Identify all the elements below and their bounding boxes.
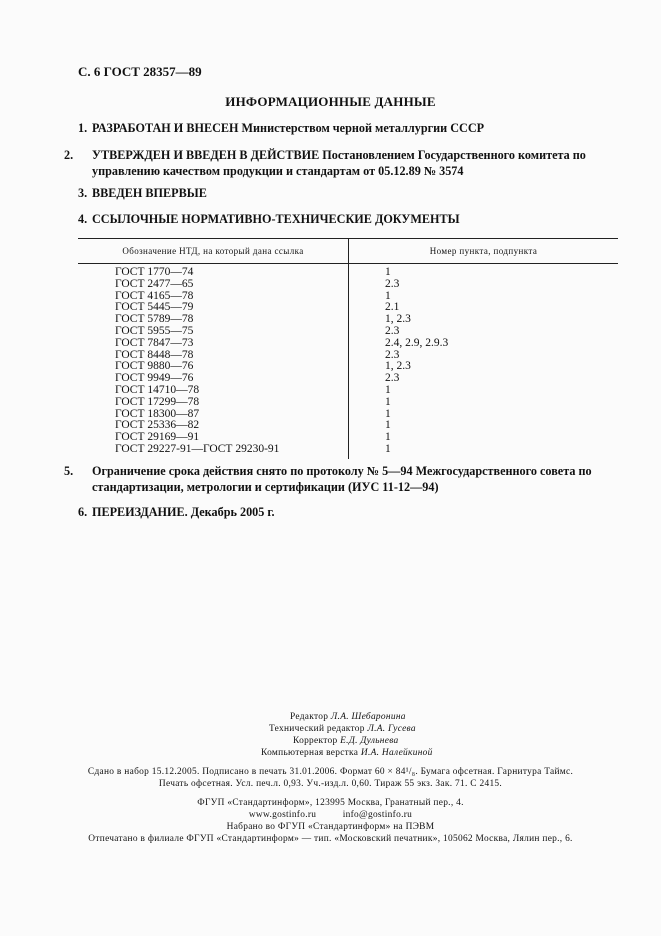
table-row bbox=[78, 444, 618, 459]
item-text: Ограничение срока действия снято по протоколу № 5—94 Межгосударственного совета по стандартизации, метрологии и сертификации (ИУС 11-12—94) bbox=[92, 464, 592, 494]
col-header-document: Обозначение НТД, на который дана ссылка bbox=[78, 239, 349, 264]
item-text: Постановлением Государственного комитета по управлению качеством продукции и стандартам от 05.12.89 № 3574 bbox=[92, 148, 586, 178]
table-row bbox=[78, 279, 618, 291]
clause-cell: 1 bbox=[385, 289, 391, 302]
credit-tech-editor bbox=[0, 723, 661, 735]
publisher-email: info@gostinfo.ru bbox=[342, 810, 413, 820]
clause-cell: 1, 2.3 bbox=[385, 313, 411, 326]
item-number: 1. bbox=[78, 121, 88, 135]
document-cell: ГОСТ 29169—91 bbox=[78, 432, 349, 444]
document-cell: ГОСТ 5445—79 bbox=[78, 302, 349, 314]
item-number: 4. bbox=[78, 212, 88, 226]
table-row bbox=[78, 338, 618, 350]
clause-cell: 1, 2.3 bbox=[385, 360, 411, 373]
clause-cell: 1 bbox=[385, 419, 391, 432]
clause-cell: 2.3 bbox=[385, 372, 400, 385]
clause-cell: 1 bbox=[385, 383, 391, 396]
document-cell: ГОСТ 5955—75 bbox=[78, 326, 349, 338]
item-number: 5. bbox=[64, 464, 74, 478]
col-header-clause: Номер пункта, подпункта bbox=[349, 239, 619, 264]
info-item-2 bbox=[64, 148, 632, 179]
clause-cell: 2.3 bbox=[385, 324, 400, 337]
print-info bbox=[0, 766, 661, 790]
item-caps: РАЗРАБОТАН И ВНЕСЕН bbox=[92, 121, 239, 135]
item-number: 2. bbox=[64, 148, 74, 162]
document-cell: ГОСТ 2477—65 bbox=[78, 279, 349, 291]
item-number: 3. bbox=[78, 186, 88, 200]
reference-table bbox=[78, 238, 618, 459]
info-item-6 bbox=[78, 505, 618, 521]
document-cell: ГОСТ 17299—78 bbox=[78, 397, 349, 409]
clause-cell: 2.4, 2.9, 2.9.3 bbox=[385, 336, 449, 349]
clause-cell: 2.3 bbox=[385, 277, 400, 290]
item-caps: ПЕРЕИЗДАНИЕ. bbox=[92, 505, 188, 519]
document-cell: ГОСТ 1770—74 bbox=[78, 264, 349, 279]
clause-cell: 1 bbox=[385, 431, 391, 444]
item-text: Декабрь 2005 г. bbox=[187, 505, 275, 519]
info-item-1 bbox=[78, 121, 618, 137]
credit-label: Компьютерная верстка bbox=[261, 748, 359, 758]
typeset-info: Набрано во ФГУП «Стандартинформ» на ПЭВМ bbox=[226, 822, 435, 832]
document-cell: ГОСТ 9949—76 bbox=[78, 373, 349, 385]
credit-label: Редактор bbox=[290, 712, 329, 722]
info-item-4 bbox=[78, 212, 618, 228]
item-caps: УТВЕРЖДЕН И ВВЕДЕН В ДЕЙСТВИЕ bbox=[92, 148, 320, 162]
document-cell: ГОСТ 7847—73 bbox=[78, 338, 349, 350]
clause-cell: 1 bbox=[385, 442, 391, 455]
document-cell: ГОСТ 8448—78 bbox=[78, 350, 349, 362]
page-title: ИНФОРМАЦИОННЫЕ ДАННЫЕ bbox=[225, 94, 436, 109]
clause-cell: 1 bbox=[385, 266, 391, 278]
clause-cell: 2.3 bbox=[385, 348, 400, 361]
printed-info: Отпечатано в филиале ФГУП «Стандартинформ» — тип. «Московский печатник», 105062 Москва, Лялин пер., 6. bbox=[88, 834, 573, 844]
item-text: Министерством черной металлургии СССР bbox=[238, 121, 485, 135]
credit-label: Технический редактор bbox=[269, 724, 365, 734]
publisher-address: ФГУП «Стандартинформ», 123995 Москва, Гранатный пер., 4. bbox=[197, 798, 464, 808]
document-cell: ГОСТ 25336—82 bbox=[78, 420, 349, 432]
document-cell: ГОСТ 29227-91—ГОСТ 29230-91 bbox=[78, 444, 349, 459]
page-header: С. 6 ГОСТ 28357—89 bbox=[78, 64, 202, 79]
credit-corrector bbox=[0, 735, 661, 747]
table-row bbox=[78, 397, 618, 409]
credit-layout bbox=[0, 747, 661, 759]
editorial-credits bbox=[0, 711, 661, 759]
credit-label: Корректор bbox=[293, 736, 338, 746]
publisher-contacts bbox=[0, 809, 661, 821]
table-row bbox=[78, 385, 618, 397]
publisher-website: www.gostinfo.ru bbox=[248, 810, 317, 820]
clause-cell: 2.1 bbox=[385, 301, 400, 314]
clause-cell: 1 bbox=[385, 407, 391, 420]
clause-cell: 1 bbox=[385, 395, 391, 408]
table-header-row bbox=[78, 239, 618, 264]
info-item-5 bbox=[64, 464, 632, 495]
document-cell: ГОСТ 18300—87 bbox=[78, 409, 349, 421]
credit-name: И.А. Налейкиной bbox=[360, 748, 433, 758]
credit-name: Л.А. Гусева bbox=[367, 724, 416, 734]
document-cell: ГОСТ 4165—78 bbox=[78, 291, 349, 303]
document-cell: ГОСТ 9880—76 bbox=[78, 361, 349, 373]
table-row bbox=[78, 264, 618, 279]
document-cell: ГОСТ 5789—78 bbox=[78, 314, 349, 326]
credit-editor bbox=[0, 711, 661, 723]
print-info-line: Печать офсетная. Усл. печ.л. 0,93. Уч.-изд.л. 0,60. Тираж 55 экз. Зак. 71. С 2415. bbox=[158, 779, 503, 789]
table-row bbox=[78, 326, 618, 338]
publisher-info bbox=[0, 797, 661, 845]
credit-name: Е.Д. Дульнева bbox=[340, 736, 399, 746]
item-caps: ВВЕДЕН ВПЕРВЫЕ bbox=[92, 186, 207, 200]
document-cell: ГОСТ 14710—78 bbox=[78, 385, 349, 397]
info-item-3 bbox=[78, 186, 618, 202]
credit-name: Л.А. Шебаронина bbox=[330, 712, 406, 722]
print-info-line: Сдано в набор 15.12.2005. Подписано в печать 31.01.2006. Формат 60 × 84¹/₈. Бумага офсетная. Гарнитура Таймс. bbox=[87, 767, 574, 777]
item-number: 6. bbox=[78, 505, 88, 519]
item-caps: ССЫЛОЧНЫЕ НОРМАТИВНО-ТЕХНИЧЕСКИЕ ДОКУМЕНТЫ bbox=[92, 212, 460, 226]
